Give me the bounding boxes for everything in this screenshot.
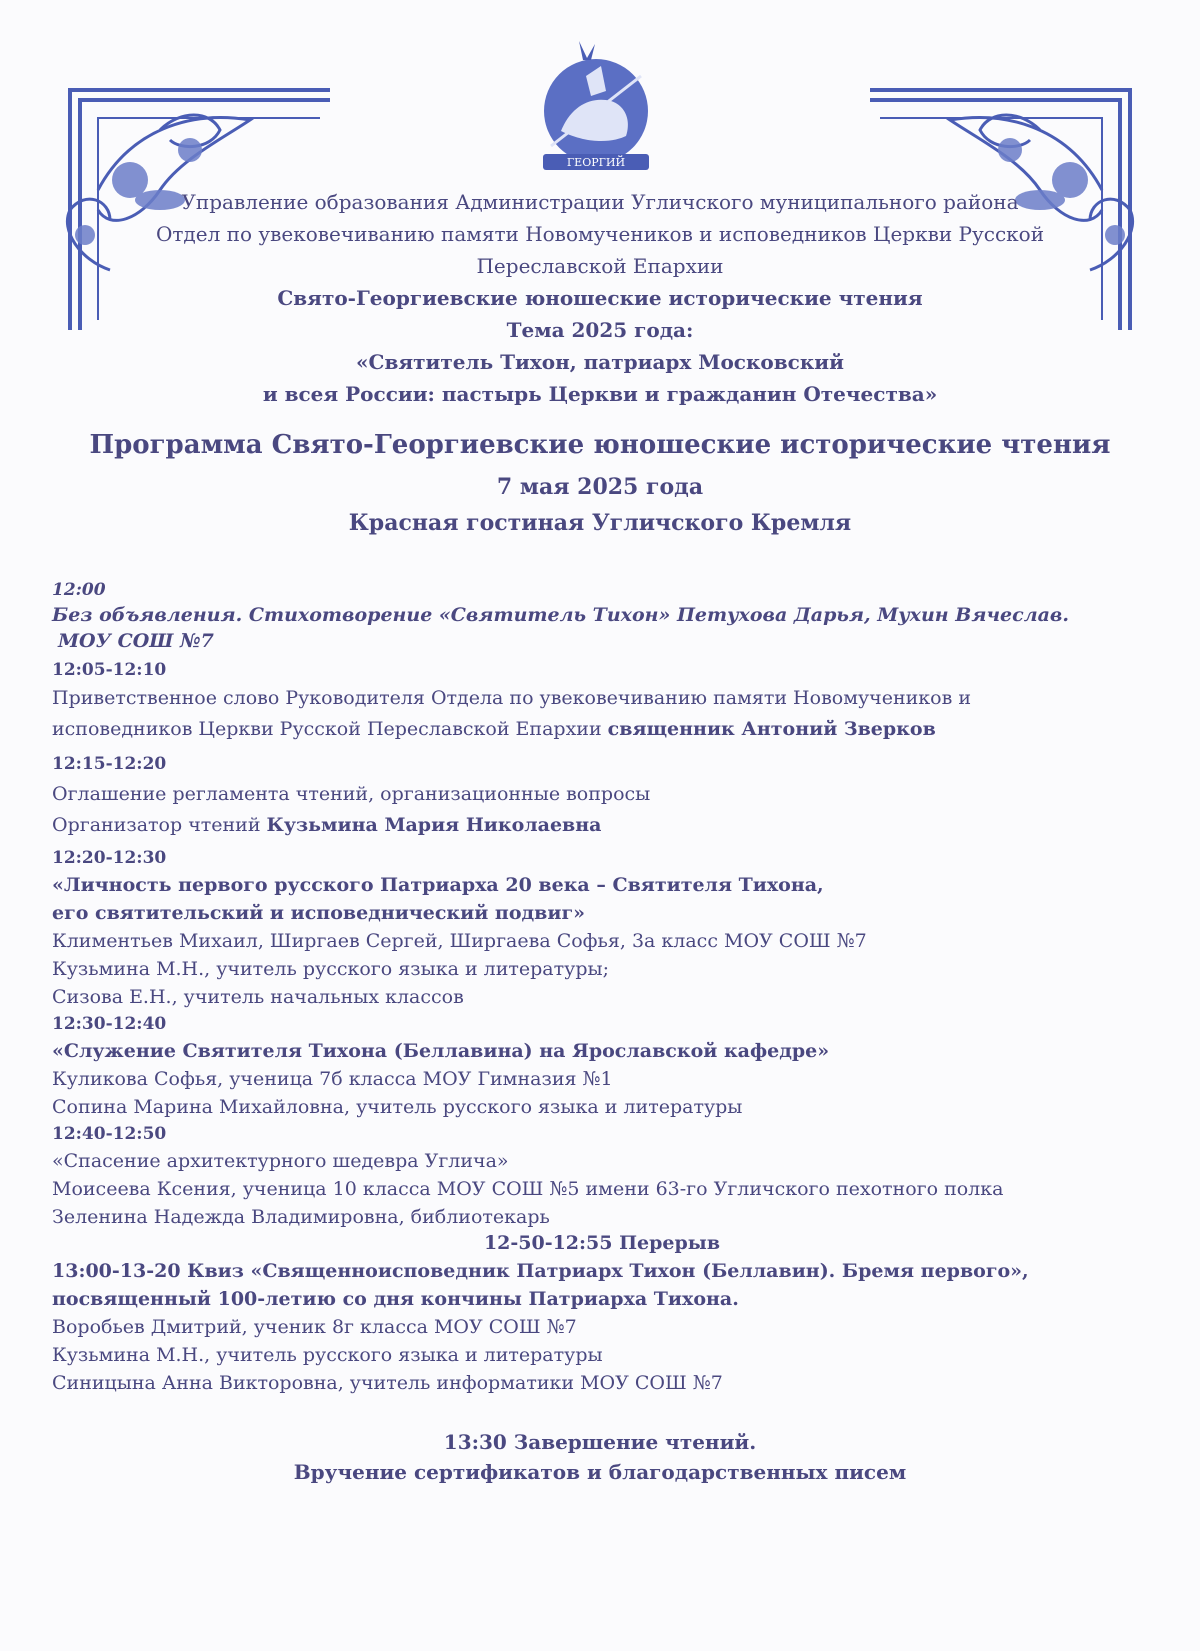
item-4-line-3: Климентьев Михаил, Ширгаев Сергей, Ширгаева Софья, 3а класс МОУ СОШ №7 [52, 930, 867, 952]
item-4-time: 12:20-12:30 [52, 848, 167, 868]
header-line-1: Управление образования Администрации Угличского муниципального района [181, 190, 1019, 214]
item-7-line-3: Воробьев Дмитрий, ученик 8г класса МОУ СОШ №7 [52, 1316, 577, 1338]
item-6-line-3: Зеленина Надежда Владимировна, библиотекарь [52, 1206, 550, 1228]
item-5-line-1: «Служение Святителя Тихона (Беллавина) на Ярославской кафедре» [52, 1040, 830, 1062]
closing-line-2: Вручение сертификатов и благодарственных писем [293, 1460, 907, 1484]
header-line-4: Свято-Георгиевские юношеские исторические чтения [277, 286, 923, 310]
event-place: Красная гостиная Угличского Кремля [348, 510, 852, 536]
item-6-time: 12:40-12:50 [52, 1124, 167, 1144]
header-theme-label: Тема 2025 года: [506, 318, 694, 342]
header-theme-line-2: и всея России: пастырь Церкви и гражданин Отечества» [262, 382, 938, 406]
item-3-line-2-text: Организатор чтений [52, 814, 267, 836]
emblem-label: ГЕОРГИЙ [566, 156, 626, 169]
item-7-line-1: 13:00-13-20 Квиз «Священноисповедник Патриарх Тихон (Беллавин). Бремя первого», [52, 1260, 1029, 1282]
item-7-line-2: посвященный 100-летию со дня кончины Патриарха Тихона. [52, 1288, 739, 1310]
break-line: 12-50-12:55 Перерыв [483, 1232, 721, 1254]
item-6-line-1: «Спасение архитектурного шедевра Углича» [52, 1150, 509, 1172]
st-george-emblem [531, 36, 661, 176]
item-3-line-1: Оглашение регламента чтений, организационные вопросы [52, 783, 651, 805]
closing-line-1: 13:30 Завершение чтений. [443, 1430, 757, 1454]
event-date: 7 мая 2025 года [496, 474, 704, 500]
item-1-line-2: МОУ СОШ №7 [58, 630, 214, 652]
item-2-line-1: Приветственное слово Руководителя Отдела по увековечиванию памяти Новомучеников и [52, 687, 972, 709]
header-theme-line-1: «Святитель Тихон, патриарх Московский [356, 350, 844, 374]
item-4-line-5: Сизова Е.Н., учитель начальных классов [52, 986, 464, 1008]
item-4-line-1: «Личность первого русского Патриарха 20 века – Святителя Тихона, [52, 874, 824, 896]
item-5-time: 12:30-12:40 [52, 1014, 167, 1034]
item-5-line-2: Куликова Софья, ученица 7б класса МОУ Гимназия №1 [52, 1068, 613, 1090]
item-7-line-5: Синицына Анна Викторовна, учитель информатики МОУ СОШ №7 [52, 1372, 723, 1394]
item-2-speaker: священник Антоний Зверков [607, 718, 936, 740]
item-4-line-2: его святительский и исповеднический подвиг» [52, 902, 585, 924]
item-1-time: 12:00 [52, 580, 106, 600]
page-title: Программа Свято-Георгиевские юношеские исторические чтения [89, 430, 1111, 460]
item-3-line-2 [52, 814, 601, 836]
item-1-line-1: Без объявления. Стихотворение «Святитель Тихон» Петухова Дарья, Мухин Вячеслав. [52, 604, 1070, 626]
item-2-time: 12:05-12:10 [52, 660, 167, 680]
item-3-organizer: Кузьмина Мария Николаевна [266, 814, 602, 836]
item-7-line-4: Кузьмина М.Н., учитель русского языка и литературы [52, 1344, 603, 1366]
header-line-3: Переславской Епархии [476, 254, 724, 278]
item-4-line-4: Кузьмина М.Н., учитель русского языка и литературы; [52, 958, 610, 980]
header-line-2: Отдел по увековечиванию памяти Новомучеников и исповедников Церкви Русской [155, 222, 1045, 246]
item-6-line-2: Моисеева Ксения, ученица 10 класса МОУ СОШ №5 имени 63-го Угличского пехотного полка [52, 1178, 1004, 1200]
item-2-line-2 [52, 718, 936, 740]
item-3-time: 12:15-12:20 [52, 754, 167, 774]
item-2-line-2-text: исповедников Церкви Русской Переславской Епархии [52, 718, 608, 740]
item-5-line-3: Сопина Марина Михайловна, учитель русского языка и литературы [52, 1096, 743, 1118]
